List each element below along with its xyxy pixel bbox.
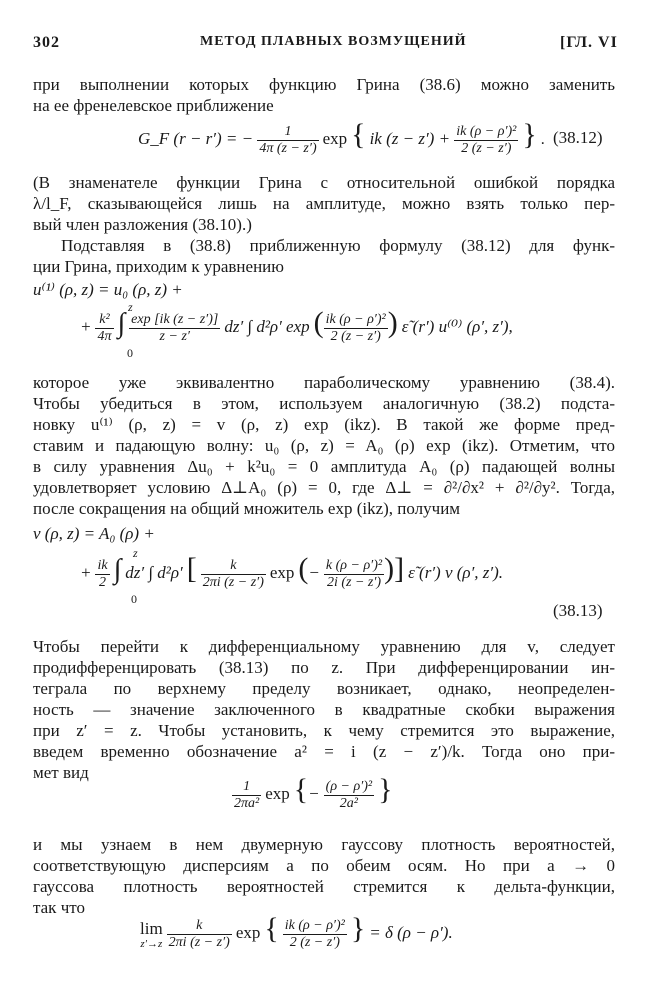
equation-u-line2: + $\frac{\text{k²}}{4\pi}$ ∫ $\frac{\exp [ik (z - z')]}{z - z'}$ dz′ ∫ d²ρ′ exp ( $\frac{\text{ik (ρ − ρ′)²}}{2 (z - z')}$ ) ε̃ (r′) u⁽⁰⁾ (ρ′, z′),	[80, 306, 513, 344]
eq-fraction: $\frac{ik}{2}$	[97, 557, 108, 590]
paragraph-substitution	[33, 235, 615, 277]
text-line: Чтобы перейти к дифференциальному уравнению для v, следует	[33, 637, 615, 656]
equation-u-line1: u⁽¹⁾ (ρ, z) = u₀ (ρ, z) +	[33, 280, 183, 299]
text-line: ставим и падающую волну: u₀ (ρ, z) = A₀ (ρ) exp (ikz). Отметим, что	[33, 436, 615, 455]
text-line: на ее френелевское приближение	[33, 96, 274, 115]
text-line: ность — значение заключенного в квадратные скобки выражения	[33, 700, 615, 719]
eq-fraction: $\frac{\text{k²}}{4\pi}$	[97, 311, 112, 344]
text-line: ции Грина, приходим к уравнению	[33, 257, 284, 276]
equation-38-13-line1: v (ρ, z) = A₀ (ρ) +	[33, 524, 155, 543]
equation-number: (38.13)	[553, 601, 603, 620]
eq-fraction: $\frac{\exp [ik (z - z')]}{z - z'}$	[131, 311, 219, 344]
eq-lhs: G_F (r − r′) = −	[138, 129, 258, 148]
eq-term: dz′ ∫ d²ρ′ exp	[224, 317, 310, 336]
eq-term: dz′ ∫ d²ρ′	[125, 563, 183, 582]
text-line: при z′ = z. Чтобы установить, к чему стремится это выражение,	[33, 721, 615, 740]
paragraph-intro	[33, 74, 615, 116]
text-line: Подставляя в (38.8) приближенную формулу (38.12) для функ-	[61, 236, 615, 255]
eq-fraction: $\frac{\text{k (ρ − ρ′)²}}{2i (z - z')}$	[325, 557, 383, 590]
eq-exp: exp	[269, 563, 295, 582]
text-line: вый член разложения (38.10).)	[33, 215, 252, 234]
text-line: соответствующую дисперсиям a по обеим осям. Но при a → 0	[33, 856, 615, 875]
eq-fraction: $\frac{k}{2\pi i (z - z')}$	[202, 557, 264, 590]
eq-fraction: $\frac{\text{ik (ρ − ρ′)²}}{2 (z - z')}$	[456, 123, 517, 156]
eq-exp: exp	[322, 129, 348, 148]
integral-upper-limit: z	[133, 546, 138, 560]
text-line: которое уже эквивалентно параболическому уравнению (38.4).	[33, 373, 615, 392]
eq-exp: exp	[265, 784, 290, 803]
eq-rhs: = δ (ρ − ρ′).	[369, 923, 453, 942]
text-line: новку u⁽¹⁾ (ρ, z) = v (ρ, z) exp (ikz). В такой же форме пред-	[33, 415, 615, 434]
equation-38-12: G_F (r − r′) = − $\frac{1}{4\pi (z - z')}$ exp { ik (z − z′) + $\frac{\text{ik (ρ − ρ′)²}}{2 (z - z')}$ } .	[138, 118, 545, 156]
brace-open: {	[351, 118, 366, 151]
integral-lower-limit: 0	[127, 346, 133, 360]
text-line: мет вид	[33, 763, 89, 782]
brace-close: }	[522, 118, 537, 151]
text-line: введем временно обозначение a² = i (z − z′)/k. Тогда оно при-	[33, 742, 615, 761]
running-title: МЕТОД ПЛАВНЫХ ВОЗМУЩЕНИЙ	[200, 34, 467, 49]
text-line: (В знаменателе функции Грина с относительной ошибкой порядка	[33, 173, 615, 192]
lim-operator: lim	[140, 918, 163, 938]
page-number: 302	[33, 34, 60, 51]
text-line: продифференцировать (38.13) по z. При дифференцировании ин-	[33, 658, 615, 677]
eq-fraction: $\frac{1}{\text{2πa²}}$	[234, 778, 260, 811]
text-line: в силу уравнения Δu₀ + k²u₀ = 0 амплитуда A₀ (ρ) падающей волны	[33, 457, 615, 476]
equation-limit: lim z′→z $\frac{k}{2\pi i (z - z')}$ exp { $\frac{\text{ik (ρ − ρ′)²}}{2 (z - z')}$ } = δ (ρ − ρ′).	[140, 912, 453, 950]
text-line: так что	[33, 898, 85, 917]
integral-sign: ∫	[117, 308, 126, 339]
text-line: гауссова плотность вероятностей стремится к дельта-функции,	[33, 877, 615, 896]
text-line: Чтобы убедиться в этом, используем аналогичную (38.2) подста-	[33, 394, 615, 413]
eq-fraction: $\frac{1}{4\pi (z - z')}$	[259, 123, 317, 156]
equation-number: (38.12)	[553, 128, 603, 147]
text-line: при выполнении которых функцию Грина (38.6) можно заменить	[33, 75, 615, 94]
paragraph-note	[33, 172, 615, 235]
eq-fraction: $\frac{\text{ik (ρ − ρ′)²}}{2 (z - z')}$	[325, 311, 386, 344]
text-line: после сокращения на общий множитель exp (ikz), получим	[33, 499, 461, 518]
paragraph-parabolic	[33, 372, 615, 519]
eq-fraction: $\frac{\text{ik (ρ − ρ′)²}}{2 (z - z')}$	[284, 917, 345, 950]
eq-term: ε̃ (r′) u⁽⁰⁾ (ρ′, z′),	[401, 317, 513, 336]
integral-lower-limit: 0	[131, 592, 137, 606]
paragraph-differentiation	[33, 636, 615, 783]
text-line: теграла по верхнему пределу возникает, однако, неопределен-	[33, 679, 615, 698]
integral-sign: ∫	[113, 554, 122, 585]
eq-exp: exp	[235, 923, 261, 942]
eq-fraction: $\frac{\text{(ρ − ρ′)²}}{\text{2a²}}$	[325, 778, 373, 811]
text-line: удовлетворяет условию Δ⊥A₀ (ρ) = 0, где Δ⊥ = ∂²/∂x² + ∂²/∂y². Тогда,	[33, 478, 615, 497]
eq-term: ε̃ (r′) v (ρ′, z′).	[408, 563, 504, 582]
text-line: и мы узнаем в нем двумерную гауссову плотность вероятностей,	[33, 835, 615, 854]
equation-38-13-line2: + $\frac{ik}{2}$ ∫ dz′ ∫ d²ρ′ [ $\frac{k}{2\pi i (z - z')}$ exp (− $\frac{\text{k (ρ − ρ′)²}}{2i (z - z')}$ )] ε̃ (r′) v (ρ′, z′).	[80, 552, 504, 590]
integral-upper-limit: z	[128, 300, 133, 314]
text-line: λ/l_F, сказывающейся лишь на амплитуде, можно взять только пер-	[33, 194, 615, 213]
chapter-label: [ГЛ. VI	[560, 34, 618, 51]
eq-fraction: $\frac{k}{2\pi i (z - z')}$	[168, 917, 230, 950]
lim-subscript: z′→z	[140, 937, 163, 950]
equation-gauss: $\frac{1}{\text{2πa²}}$ exp {− $\frac{\text{(ρ − ρ′)²}}{\text{2a²}}$ }	[234, 773, 393, 811]
paragraph-gaussian	[33, 834, 615, 918]
eq-term: ik (z − z′) +	[369, 129, 455, 148]
